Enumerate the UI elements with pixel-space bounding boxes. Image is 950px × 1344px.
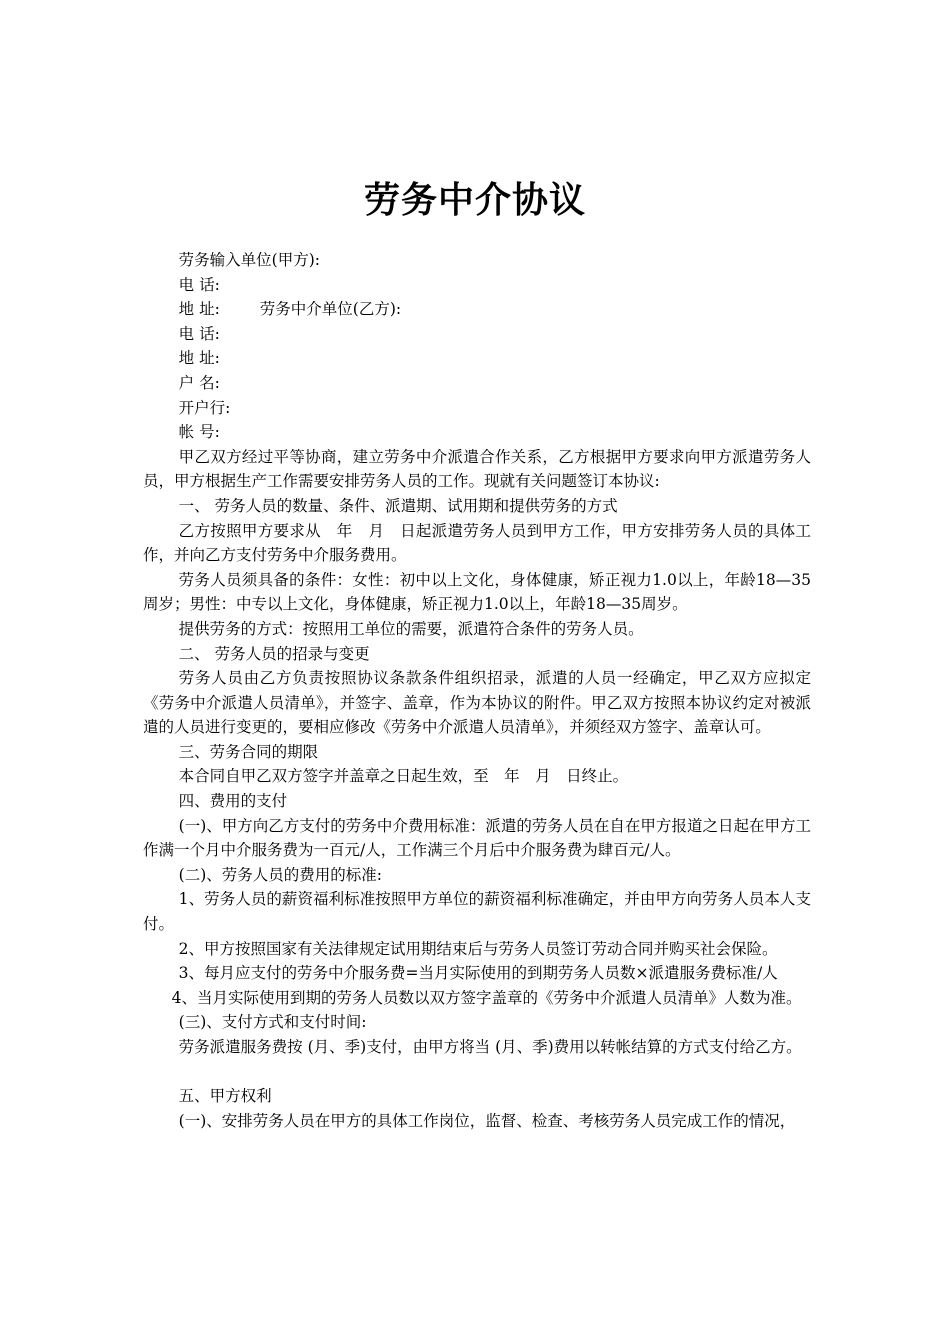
section-1-paragraph-2: 劳务人员须具备的条件：女性：初中以上文化，身体健康，矫正视力1.0以上，年龄18—35周岁；男性：中专以上文化，身体健康，矫正视力1.0以上，年龄18—35周岁。 xyxy=(143,570,811,614)
section-5-item-1: (一)、安排劳务人员在甲方的具体工作岗位，监督、检查、考核劳务人员完成工作的情况， xyxy=(178,1111,796,1130)
preamble-paragraph: 甲乙双方经过平等协商，建立劳务中介派遣合作关系，乙方根据甲方要求向甲方派遣劳务人员，甲方根据生产工作需要安排劳务人员的工作。现就有关问题签订本协议: xyxy=(143,447,811,491)
account-name-label: 户 名: xyxy=(178,373,220,392)
section-4-item-3-paragraph: 劳务派遣服务费按 (月、季)支付，由甲方将当 (月、季)费用以转帐结算的方式支付给乙方。 xyxy=(178,1038,802,1056)
section-4-item-2-point-2: 2、甲方按照国家有关法律规定试用期结束后与劳务人员签订劳动合同并购买社会保险。 xyxy=(178,939,778,958)
section-1-heading: 一、 劳务人员的数量、条件、派遣期、试用期和提供劳务的方式 xyxy=(178,496,618,515)
section-2-paragraph: 劳务人员由乙方负责按照协议条款条件组织招录，派遣的人员一经确定，甲乙双方应拟定《劳务中介派遣人员清单》，并签字、盖章，作为本协议的附件。甲乙双方按照本协议约定对被派遣的人员进行变更的，要相应修改《劳务中介派遣人员清单》，并须经双方签字、盖章认可。 xyxy=(143,669,811,737)
party-b-address-label: 地 址: xyxy=(178,349,220,368)
party-a-label: 劳务输入单位(甲方): xyxy=(178,251,320,269)
blank-line xyxy=(143,1060,811,1085)
party-a-address-line xyxy=(143,297,811,322)
section-4-item-2-heading: (二)、劳务人员的费用的标准: xyxy=(178,865,382,884)
document-body xyxy=(143,248,811,1133)
party-b-phone-label: 电 话: xyxy=(178,324,220,343)
account-number-label: 帐 号: xyxy=(178,423,220,442)
section-4-item-2-point-1: 1、劳务人员的薪资福利标准按照甲方单位的薪资福利标准确定，并由甲方向劳务人员本人支付。 xyxy=(143,890,811,934)
section-4-item-1: (一)、甲方向乙方支付的劳务中介费用标准：派遣的劳务人员在自在甲方报道之日起在甲方工作满一个月中介服务费为一百元/人，工作满三个月后中介服务费为肆百元/人。 xyxy=(143,816,811,860)
section-1-paragraph-1: 乙方按照甲方要求从 年 月 日起派遣劳务人员到甲方工作，甲方安排劳务人员的具体工作，并向乙方支付劳务中介服务费用。 xyxy=(143,521,811,565)
section-3-paragraph: 本合同自甲乙双方签字并盖章之日起生效，至 年 月 日终止。 xyxy=(178,767,629,786)
section-3-heading: 三、劳务合同的期限 xyxy=(178,742,319,761)
party-a-address-label: 地 址: xyxy=(178,300,220,319)
section-4-heading: 四、费用的支付 xyxy=(178,792,288,811)
section-5-heading: 五、甲方权利 xyxy=(178,1087,272,1106)
section-1-paragraph-3: 提供劳务的方式：按照用工单位的需要，派遣符合条件的劳务人员。 xyxy=(178,619,644,638)
party-b-label: 劳务中介单位(乙方): xyxy=(259,300,402,319)
bank-label: 开户行: xyxy=(178,398,231,417)
section-4-item-3-heading: (三)、支付方式和支付时间: xyxy=(178,1013,367,1032)
section-4-item-2-point-4: 4、当月实际使用到期的劳务人员数以双方签字盖章的《劳务中介派遣人员清单》人数为准。 xyxy=(171,988,802,1007)
party-a-phone-label: 电 话: xyxy=(178,275,220,294)
section-4-item-2-point-3: 3、每月应支付的劳务中介服务费=当月实际使用的到期劳务人员数×派遣服务费标准/人 xyxy=(178,964,778,983)
section-2-heading: 二、 劳务人员的招录与变更 xyxy=(178,644,370,663)
document-title: 劳务中介协议 xyxy=(363,179,586,221)
